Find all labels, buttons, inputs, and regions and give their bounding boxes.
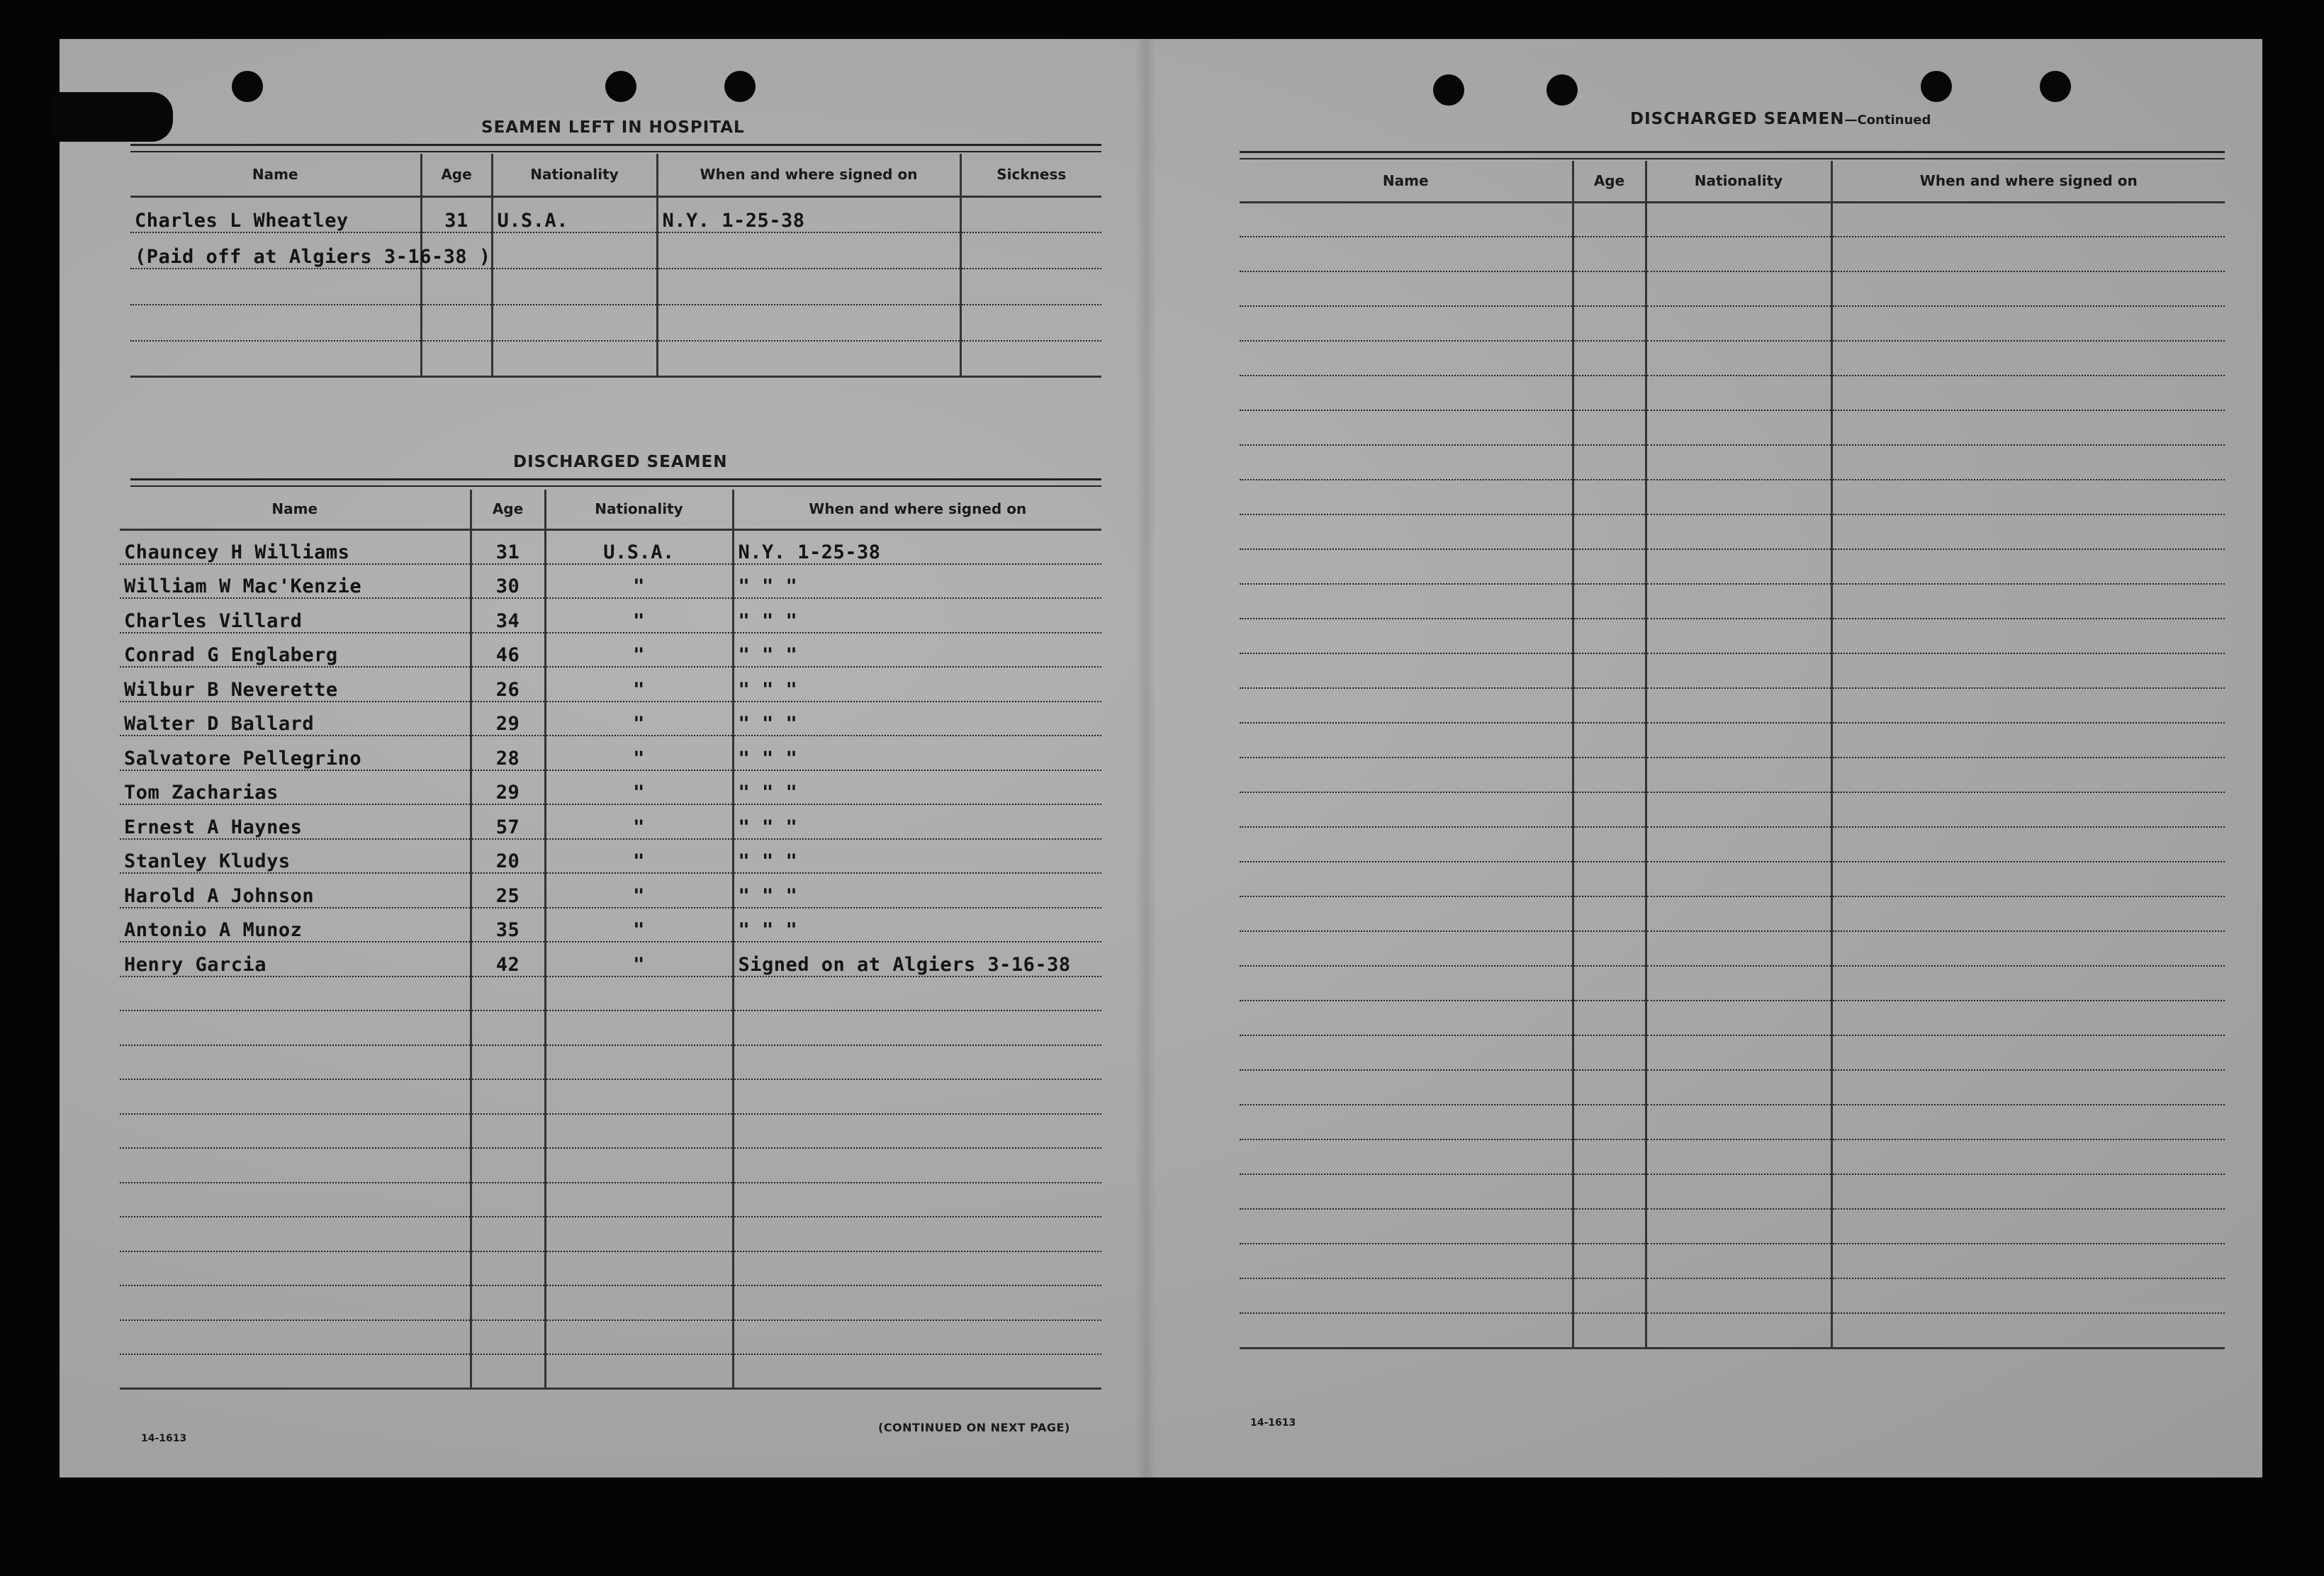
seaman-nationality: " <box>545 667 733 702</box>
table-row <box>1240 896 2225 931</box>
seaman-nationality: " <box>545 908 733 942</box>
seaman-nationality: " <box>545 702 733 736</box>
table-row <box>1240 514 2225 549</box>
seaman-nationality: " <box>545 770 733 805</box>
table-row <box>1240 549 2225 584</box>
continued-title-main: DISCHARGED SEAMEN <box>1630 110 1845 128</box>
header-age: Age <box>421 154 492 196</box>
table-row <box>1240 584 2225 619</box>
seaman-age: 35 <box>471 908 545 942</box>
table-row <box>120 839 1101 874</box>
seaman-signed-on: N.Y. 1-25-38 <box>733 529 1101 564</box>
seaman-name: Tom Zacharias <box>120 770 471 805</box>
table-row <box>120 1285 1101 1320</box>
seaman-signed-on: " " " <box>733 564 1101 599</box>
table-row <box>1240 1174 2225 1209</box>
seaman-signed-on: " " " <box>733 598 1101 633</box>
seaman-age: 25 <box>471 873 545 908</box>
header-age: Age <box>1573 161 1646 202</box>
seaman-nationality: " <box>545 564 733 599</box>
left-page <box>60 39 1137 1478</box>
table-row <box>1240 445 2225 480</box>
seaman-signed-on: N.Y. 1-25-38 <box>657 196 960 232</box>
seaman-name: Harold A Johnson <box>120 873 471 908</box>
form-number: 14-1613 <box>141 1433 187 1444</box>
seaman-age: 34 <box>471 598 545 633</box>
table-row <box>120 1114 1101 1149</box>
table-row <box>120 529 1101 564</box>
table-row <box>120 564 1101 599</box>
seaman-age: 31 <box>421 196 492 232</box>
table-row <box>1240 1244 2225 1278</box>
table-row <box>1240 966 2225 1001</box>
discharged-header-row <box>120 490 1101 529</box>
continued-note: (CONTINUED ON NEXT PAGE) <box>878 1421 1070 1434</box>
table-row <box>1240 1278 2225 1313</box>
hospital-section-title: SEAMEN LEFT IN HOSPITAL <box>481 118 745 137</box>
table-row <box>130 305 1101 341</box>
table-row <box>1240 1139 2225 1174</box>
table-row <box>120 598 1101 633</box>
table-row <box>1240 862 2225 896</box>
seaman-age: 29 <box>471 702 545 736</box>
table-row <box>120 1320 1101 1355</box>
seaman-age: 30 <box>471 564 545 599</box>
seaman-name: Charles L Wheatley <box>130 196 421 232</box>
seaman-signed-on: " " " <box>733 770 1101 805</box>
seaman-nationality: " <box>545 942 733 976</box>
table-row <box>120 804 1101 839</box>
seaman-name: Henry Garcia <box>120 942 471 976</box>
table-row <box>120 908 1101 942</box>
seaman-nationality: " <box>545 839 733 874</box>
seaman-age: 46 <box>471 633 545 668</box>
table-row <box>1240 931 2225 966</box>
seaman-signed-on: " " " <box>733 633 1101 668</box>
seaman-age: 57 <box>471 804 545 839</box>
seaman-signed-on: " " " <box>733 804 1101 839</box>
table-row <box>120 1183 1101 1217</box>
table-row <box>130 232 1101 269</box>
table-row <box>120 770 1101 805</box>
continued-table <box>1240 161 2225 1349</box>
seaman-name: Chauncey H Williams <box>120 529 471 564</box>
continued-rows <box>1240 202 2225 1348</box>
table-row <box>1240 688 2225 723</box>
seaman-name: Walter D Ballard <box>120 702 471 736</box>
header-name: Name <box>130 154 421 196</box>
table-row <box>1240 619 2225 653</box>
table-row <box>120 1079 1101 1114</box>
discharged-rule <box>130 478 1101 487</box>
table-row <box>1240 271 2225 306</box>
seaman-age: 29 <box>471 770 545 805</box>
hospital-table <box>130 154 1101 378</box>
seaman-age: 20 <box>471 839 545 874</box>
seaman-nationality: " <box>545 736 733 770</box>
table-row <box>1240 792 2225 827</box>
seaman-signed-on: " " " <box>733 873 1101 908</box>
table-row <box>1240 202 2225 237</box>
seaman-signed-on: Signed on at Algiers 3-16-38 <box>733 942 1101 976</box>
hospital-rows <box>130 196 1101 376</box>
table-row <box>1240 306 2225 341</box>
header-sickness: Sickness <box>960 154 1101 196</box>
table-row <box>1240 827 2225 862</box>
hospital-header-row <box>130 154 1101 196</box>
table-row <box>1240 1070 2225 1105</box>
seaman-sickness <box>960 196 1101 232</box>
seaman-signed-on: " " " <box>733 908 1101 942</box>
continued-header-row <box>1240 161 2225 202</box>
table-row <box>120 1011 1101 1045</box>
form-number: 14-1613 <box>1250 1417 1296 1429</box>
table-row <box>130 341 1101 376</box>
seaman-name: William W Mac'Kenzie <box>120 564 471 599</box>
header-nationality: Nationality <box>492 154 657 196</box>
table-row <box>1240 1313 2225 1348</box>
seaman-age: 31 <box>471 529 545 564</box>
seaman-signed-on: " " " <box>733 667 1101 702</box>
seaman-age: 42 <box>471 942 545 976</box>
header-nationality: Nationality <box>1646 161 1831 202</box>
table-row <box>120 1251 1101 1286</box>
seaman-nationality: " <box>545 598 733 633</box>
header-name: Name <box>120 490 471 529</box>
seaman-name: Salvatore Pellegrino <box>120 736 471 770</box>
seaman-age: 26 <box>471 667 545 702</box>
table-row <box>120 1217 1101 1251</box>
table-row <box>120 1354 1101 1389</box>
table-row <box>120 633 1101 668</box>
hospital-rule <box>130 144 1101 152</box>
header-name: Name <box>1240 161 1573 202</box>
seaman-age: 28 <box>471 736 545 770</box>
table-row <box>1240 1001 2225 1035</box>
continued-rule <box>1240 151 2225 159</box>
seaman-nationality: " <box>545 633 733 668</box>
seaman-nationality: U.S.A. <box>545 529 733 564</box>
continued-title-suffix: —Continued <box>1844 113 1931 128</box>
seaman-signed-on: " " " <box>733 736 1101 770</box>
seaman-name: Wilbur B Neverette <box>120 667 471 702</box>
table-row <box>1240 1209 2225 1244</box>
seaman-note: (Paid off at Algiers 3-16-38 ) <box>130 232 421 269</box>
right-page <box>1151 39 2262 1478</box>
table-row <box>1240 723 2225 758</box>
discharged-table <box>120 490 1101 1390</box>
seaman-nationality: U.S.A. <box>492 196 657 232</box>
seaman-name: Antonio A Munoz <box>120 908 471 942</box>
seaman-name: Ernest A Haynes <box>120 804 471 839</box>
seaman-signed-on: " " " <box>733 839 1101 874</box>
table-row <box>120 736 1101 770</box>
table-row <box>120 942 1101 976</box>
table-row <box>1240 376 2225 410</box>
table-row <box>1240 653 2225 688</box>
seaman-name: Stanley Kludys <box>120 839 471 874</box>
table-row <box>120 702 1101 736</box>
continued-section-title <box>1630 110 1931 128</box>
table-row <box>130 196 1101 232</box>
header-signed-on: When and where signed on <box>1831 161 2225 202</box>
table-row <box>120 873 1101 908</box>
discharged-section-title: DISCHARGED SEAMEN <box>513 453 728 471</box>
seaman-name: Conrad G Englaberg <box>120 633 471 668</box>
header-age: Age <box>471 490 545 529</box>
seaman-nationality: " <box>545 873 733 908</box>
header-signed-on: When and where signed on <box>733 490 1101 529</box>
table-row <box>120 1045 1101 1080</box>
table-row <box>1240 480 2225 514</box>
table-row <box>1240 758 2225 792</box>
table-row <box>1240 237 2225 271</box>
table-row <box>120 1148 1101 1183</box>
seaman-nationality: " <box>545 804 733 839</box>
table-row <box>1240 341 2225 376</box>
seaman-signed-on: " " " <box>733 702 1101 736</box>
table-row <box>120 667 1101 702</box>
table-row <box>1240 1105 2225 1139</box>
table-row <box>1240 410 2225 445</box>
header-nationality: Nationality <box>545 490 733 529</box>
table-row <box>1240 1035 2225 1070</box>
discharged-rows <box>120 529 1101 1389</box>
document-sheet <box>60 39 2262 1478</box>
table-row <box>130 269 1101 305</box>
table-row <box>120 976 1101 1011</box>
seaman-name: Charles Villard <box>120 598 471 633</box>
header-signed-on: When and where signed on <box>657 154 960 196</box>
